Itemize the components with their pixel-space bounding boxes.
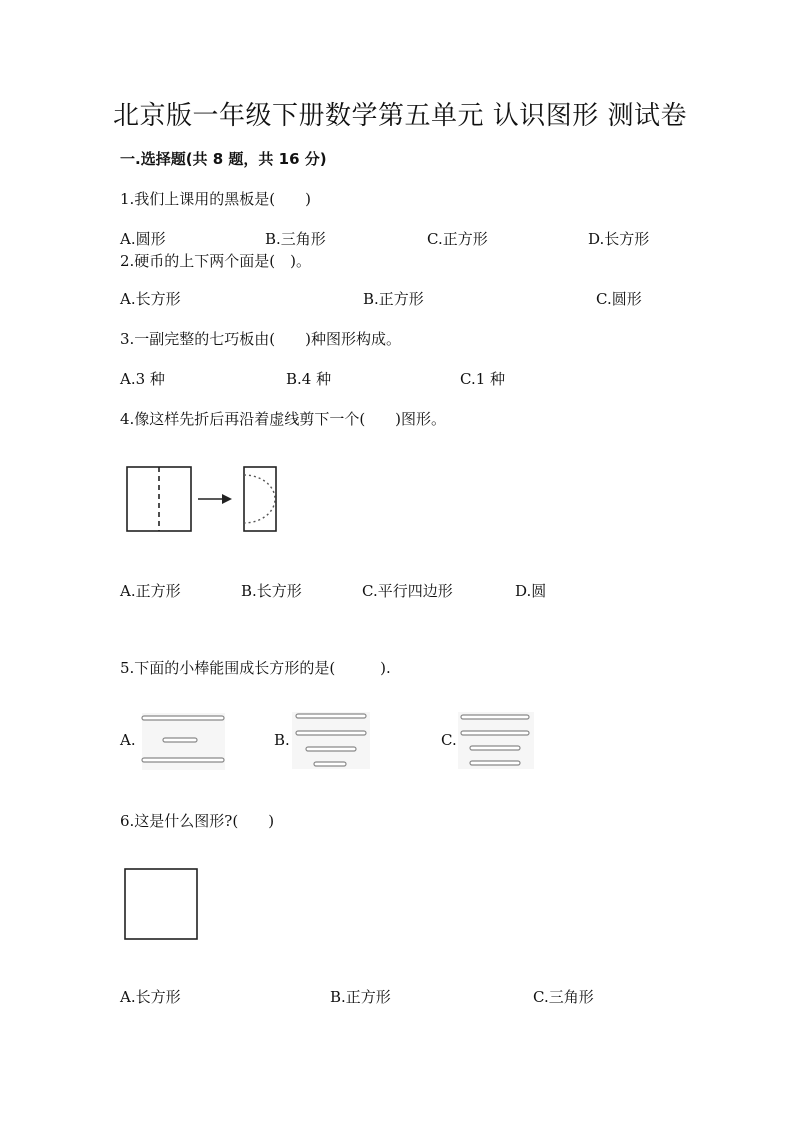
q3-option-c[interactable]: C.1 种 (460, 370, 506, 388)
question-4: 4.像这样先折后再沿着虚线剪下一个( )图形。 (120, 410, 447, 428)
question-6: 6.这是什么图形?( ) (120, 812, 275, 830)
q6-option-c[interactable]: C.三角形 (533, 988, 594, 1006)
section-heading: 一.选择题(共 8 题，共 16 分) (120, 150, 327, 168)
q2-option-a[interactable]: A.长方形 (120, 290, 181, 308)
q4-option-d[interactable]: D.圆 (515, 582, 547, 600)
q5-option-c[interactable]: C. (441, 731, 457, 749)
q4-option-b[interactable]: B.长方形 (241, 582, 302, 600)
page-title: 北京版一年级下册数学第五单元 认识图形 测试卷 (112, 101, 688, 131)
q4-option-a[interactable]: A.正方形 (120, 582, 181, 600)
question-3: 3.一副完整的七巧板由( )种图形构成。 (120, 330, 402, 348)
q1-option-d[interactable]: D.长方形 (588, 230, 650, 248)
q1-option-c[interactable]: C.正方形 (427, 230, 488, 248)
q5-option-b[interactable]: B. (274, 731, 290, 749)
question-5: 5.下面的小棒能围成长方形的是( ). (120, 659, 391, 677)
question-1: 1.我们上课用的黑板是( ) (120, 190, 312, 208)
q1-option-b[interactable]: B.三角形 (265, 230, 326, 248)
q6-option-a[interactable]: A.长方形 (120, 988, 181, 1006)
q3-option-a[interactable]: A.3 种 (120, 370, 165, 388)
q1-option-a[interactable]: A.圆形 (120, 230, 166, 248)
q6-option-b[interactable]: B.正方形 (330, 988, 391, 1006)
q3-option-b[interactable]: B.4 种 (286, 370, 332, 388)
square-shape (125, 869, 197, 939)
question-2: 2.硬币的上下两个面是( )。 (120, 252, 312, 270)
q2-option-b[interactable]: B.正方形 (363, 290, 424, 308)
q4-option-c[interactable]: C.平行四边形 (362, 582, 453, 600)
q5-option-a[interactable]: A. (120, 731, 136, 749)
q2-option-c[interactable]: C.圆形 (596, 290, 642, 308)
